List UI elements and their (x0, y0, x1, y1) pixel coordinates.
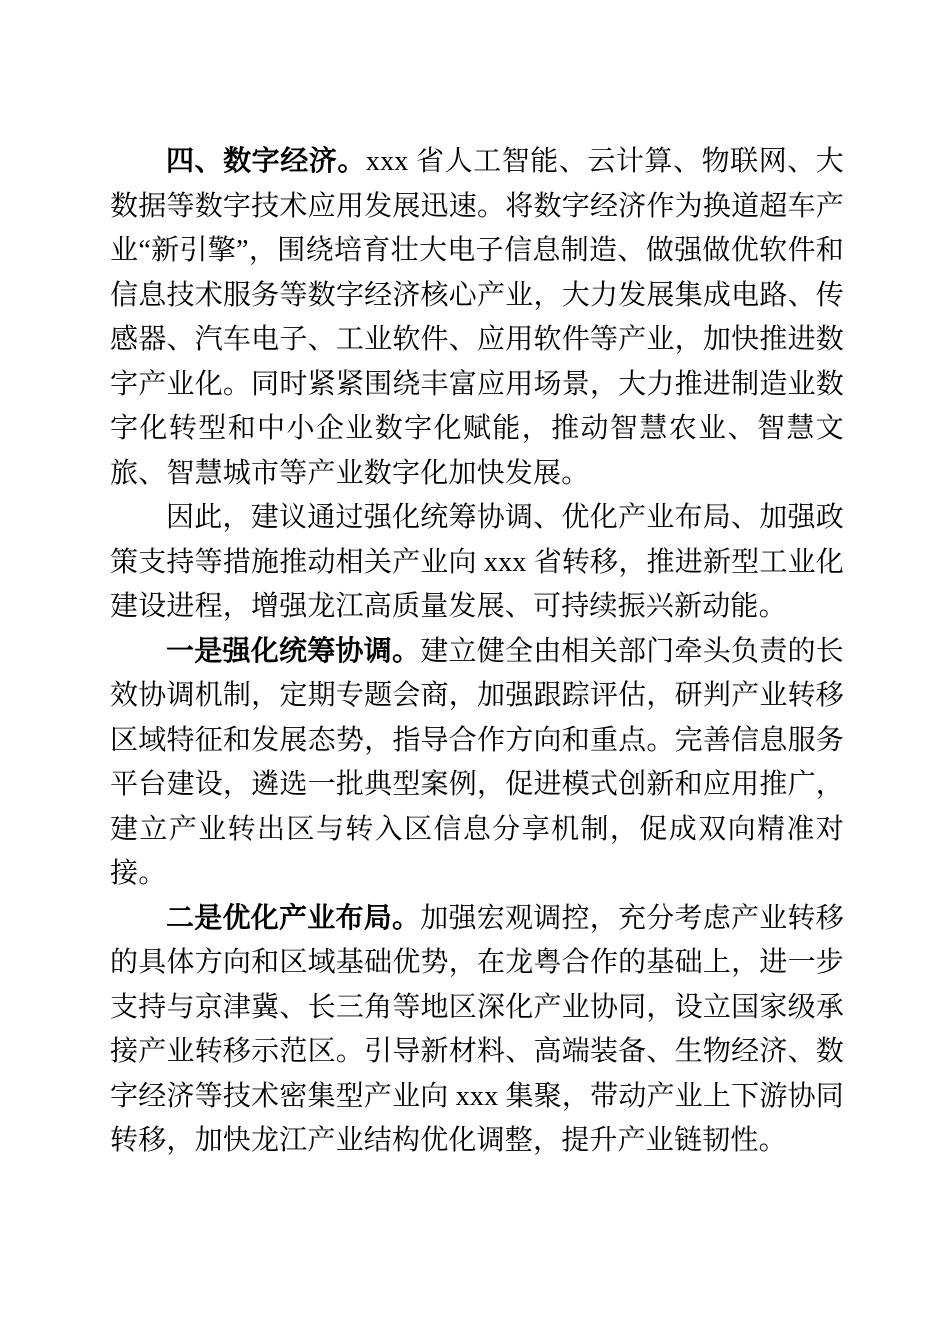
paragraph-body: 加强宏观调控，充分考虑产业转移的具体方向和区域基础优势，在龙粤合作的基础上，进一步支持与京津冀、长三角等地区深化产业协同，设立国家级承接产业转移示范区。引导新材料、高端装备、生物经济、数字经济等技术密集型产业向 xxx 集聚，带动产业上下游协同转移，加快龙江产业结构优化调整，提升产业链韧性。 (110, 902, 844, 1156)
paragraph-conclusion (110, 496, 844, 630)
paragraph-lead: 一是强化统筹协调。 (166, 635, 421, 667)
paragraph-body: 因此，建议通过强化统筹协调、优化产业布局、加强政策支持等措施推动相关产业向 xxx 省转移，推进新型工业化建设进程，增强龙江高质量发展、可持续振兴新动能。 (110, 502, 844, 622)
paragraph-digital-economy (110, 140, 844, 496)
paragraph-body: 建立健全由相关部门牵头负责的长效协调机制，定期专题会商，加强跟踪评估，研判产业转移区域特征和发展态势，指导合作方向和重点。完善信息服务平台建设，遴选一批典型案例，促进模式创新和应用推广，建立产业转出区与转入区信息分享机制，促成双向精准对接。 (110, 635, 844, 889)
paragraph-body: xxx 省人工智能、云计算、物联网、大数据等数字技术应用发展迅速。将数字经济作为换道超车产业“新引擎”，围绕培育壮大电子信息制造、做强做优软件和信息技术服务等数字经济核心产业，大力发展集成电路、传感器、汽车电子、工业软件、应用软件等产业，加快推进数字产业化。同时紧紧围绕丰富应用场景，大力推进制造业数字化转型和中小企业数字化赋能，推动智慧农业、智慧文旅、智慧城市等产业数字化加快发展。 (110, 146, 844, 489)
paragraph-suggestion-2 (110, 897, 844, 1164)
paragraph-lead: 二是优化产业布局。 (166, 902, 421, 934)
paragraph-suggestion-1 (110, 630, 844, 897)
document-body (110, 140, 844, 1164)
paragraph-lead: 四、数字经济。 (166, 146, 366, 177)
